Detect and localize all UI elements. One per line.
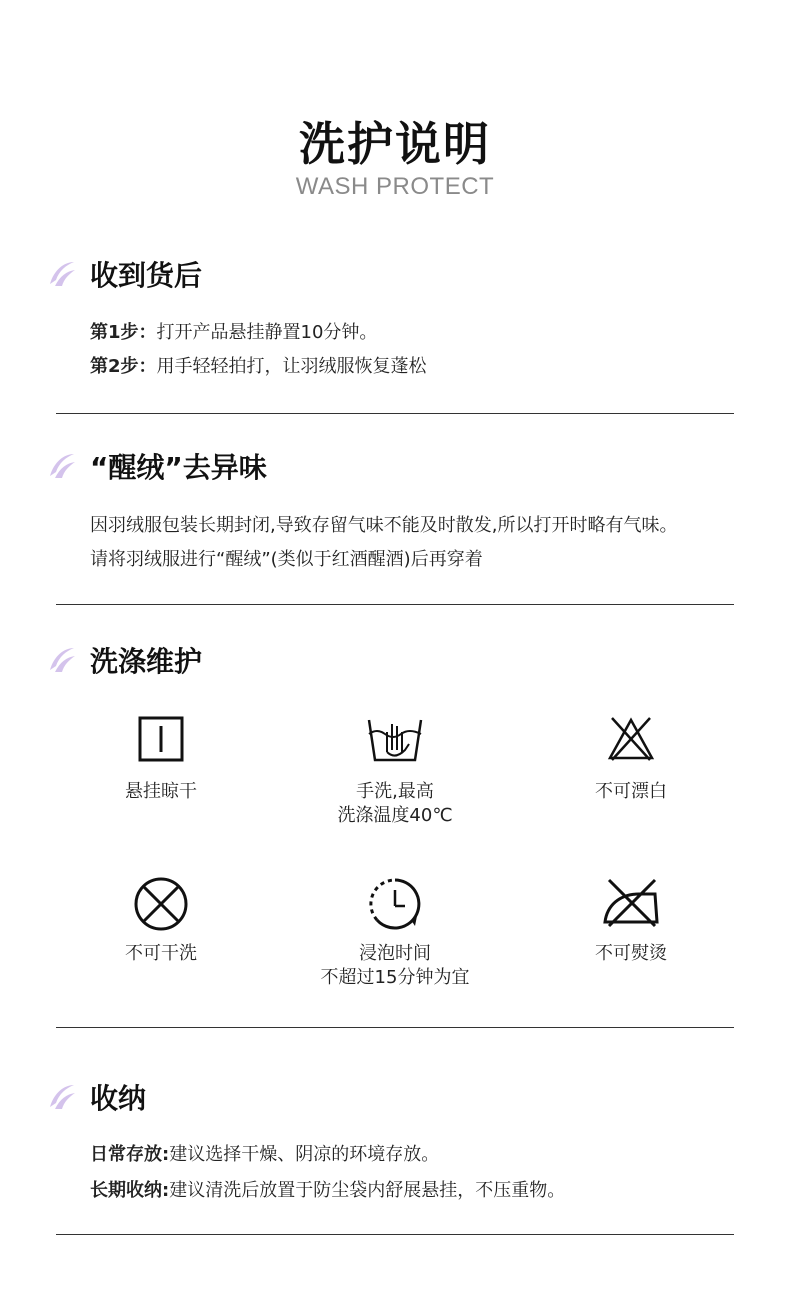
hand-wash-icon bbox=[365, 714, 425, 764]
instruction-line bbox=[90, 352, 427, 378]
soak-time-icon bbox=[367, 876, 423, 932]
step-text: 用手轻轻拍打，让羽绒服恢复蓬松 bbox=[156, 356, 427, 377]
section-title: “醒绒”去异味 bbox=[90, 451, 267, 484]
care-item-no-bleach bbox=[516, 714, 746, 804]
storage-text: 建议选择干燥、阴凉的环境存放。 bbox=[169, 1144, 440, 1165]
hang-dry-icon bbox=[136, 714, 186, 764]
section-storage-header bbox=[46, 1077, 146, 1117]
instruction-line bbox=[90, 1176, 565, 1202]
no-bleach-icon bbox=[606, 714, 656, 764]
care-label: 悬挂晾干 bbox=[125, 781, 197, 802]
paragraph-text: 请将羽绒服进行“醒绒”(类似于红酒醒酒)后再穿着 bbox=[90, 549, 483, 570]
storage-label: 长期收纳: bbox=[90, 1180, 170, 1201]
brand-swoosh-icon bbox=[46, 450, 78, 482]
page-title: 洗护说明 bbox=[299, 117, 491, 171]
brand-swoosh-icon bbox=[46, 258, 78, 290]
section-wash-header bbox=[46, 640, 202, 680]
paragraph-line bbox=[90, 545, 483, 571]
no-iron-icon bbox=[601, 876, 661, 928]
step-label: 第1步： bbox=[90, 322, 157, 343]
section-receive-header bbox=[46, 254, 202, 294]
section-deodorize-header bbox=[46, 446, 267, 486]
section-title: 收到货后 bbox=[90, 259, 203, 292]
storage-text: 建议清洗后放置于防尘袋内舒展悬挂，不压重物。 bbox=[169, 1180, 566, 1201]
care-item-no-iron bbox=[516, 876, 746, 966]
brand-swoosh-icon bbox=[46, 644, 78, 676]
instruction-line bbox=[90, 318, 377, 344]
care-label: 不可漂白 bbox=[595, 781, 667, 802]
care-item-hang-dry bbox=[46, 714, 276, 804]
instruction-line bbox=[90, 1140, 439, 1166]
divider bbox=[56, 413, 734, 414]
storage-label: 日常存放: bbox=[90, 1144, 170, 1165]
section-title: 洗涤维护 bbox=[90, 645, 203, 678]
step-label: 第2步： bbox=[90, 356, 157, 377]
divider bbox=[56, 604, 734, 605]
care-item-hand-wash bbox=[280, 714, 510, 828]
section-title: 收纳 bbox=[90, 1082, 147, 1115]
page-subtitle: WASH PROTECT bbox=[295, 173, 495, 200]
divider bbox=[56, 1234, 734, 1235]
step-text: 打开产品悬挂静置10分钟。 bbox=[156, 322, 378, 343]
no-dry-clean-icon bbox=[133, 876, 189, 932]
brand-swoosh-icon bbox=[46, 1081, 78, 1113]
care-label: 不可干洗 bbox=[125, 943, 197, 964]
care-label: 手洗,最高 洗涤温度40℃ bbox=[337, 781, 453, 826]
paragraph-text: 因羽绒服包装长期封闭,导致存留气味不能及时散发,所以打开时略有气味。 bbox=[90, 515, 678, 536]
divider bbox=[56, 1027, 734, 1028]
care-label: 浸泡时间 不超过15分钟为宜 bbox=[320, 943, 470, 988]
paragraph-line bbox=[90, 511, 677, 537]
care-item-soak-time bbox=[280, 876, 510, 990]
care-label: 不可熨烫 bbox=[595, 943, 667, 964]
care-item-no-dry-clean bbox=[46, 876, 276, 966]
